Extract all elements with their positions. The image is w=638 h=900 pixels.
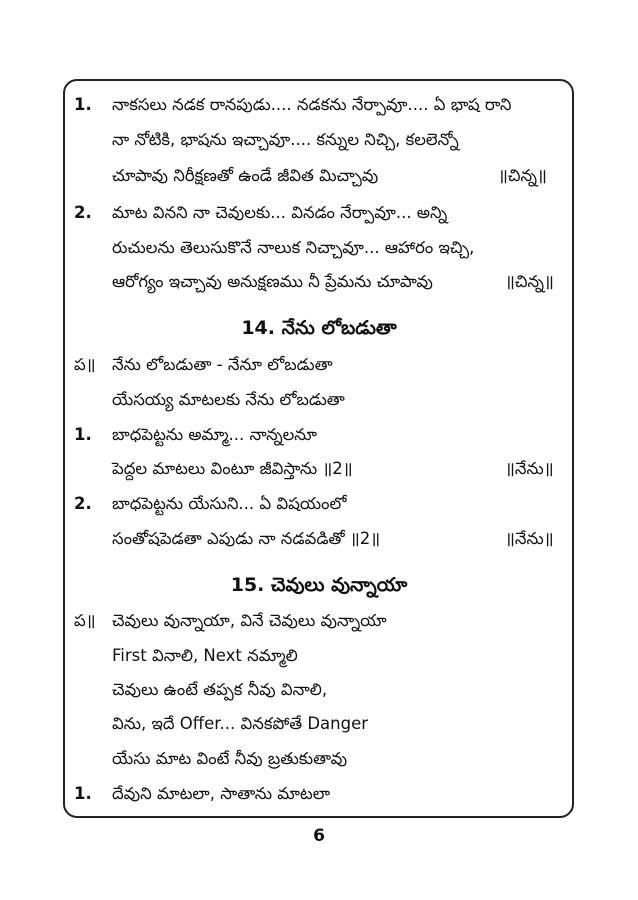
verse-number: 2.: [74, 203, 92, 222]
verse-line: రుచులను తెలుసుకొనే నాలుక నిచ్చావూ... ఆహారం ఇచ్చి,: [112, 238, 475, 257]
verse-line: సంతోషపెడతా ఎపుడు నా నడవడితో ॥2॥: [112, 529, 381, 548]
verse-line: నాకసలు నడక రానపుడు.... నడకను నేర్పావూ.... ఏ భాష రాని: [112, 95, 512, 114]
pallavi-line: విను, ఇదే Offer... వినకపోతే Danger: [112, 714, 369, 733]
pallavi-line: First వినాలి, Next నమ్మాలి: [112, 646, 298, 665]
pallavi-line: చెవులు ఉంటే తప్పక నీవు వినాలి,: [112, 680, 328, 699]
verse-line: దేవుని మాటలా, సాతాను మాటలా: [112, 784, 331, 803]
page-border: [63, 79, 574, 818]
page-number: 6: [313, 826, 325, 846]
pallavi-line: యేసు మాట వింటే నీవు బ్రతుకుతావు: [112, 749, 348, 768]
pallavi-line: యేసయ్య మాటలకు నేను లోబడుతా: [112, 390, 345, 409]
verse-line: బాధపెట్టను అమ్మా... నాన్నలనూ: [112, 425, 317, 444]
refrain-marker: ॥నేను॥: [505, 529, 554, 548]
pallavi-line: చెవులు వున్నాయా, వినే చెవులు వున్నాయా: [112, 611, 387, 630]
refrain-marker: ॥నేను॥: [505, 459, 554, 478]
song-title: 14. నేను లోబడుతా: [241, 317, 397, 339]
pallavi-line: నేను లోబడుతా - నేనూ లోబడుతా: [112, 355, 333, 374]
pallavi-marker: ప॥: [74, 355, 96, 374]
refrain-marker: ॥చిన్న॥: [498, 166, 547, 185]
song-title: 15. చెవులు వున్నాయా: [230, 574, 408, 596]
verse-line: పెద్దల మాటలు వింటూ జీవిస్తాను ॥2॥: [112, 459, 353, 478]
verse-number: 1.: [74, 95, 92, 114]
verse-line: నా నోటికి, భాషను ఇచ్చావూ.... కన్నుల నిచ్చి, కలలెన్నో: [112, 130, 459, 149]
refrain-marker: ॥చిన్న॥: [505, 272, 554, 291]
verse-number: 1.: [74, 784, 92, 803]
pallavi-marker: ప॥: [74, 611, 96, 630]
verse-number: 2.: [74, 494, 92, 513]
verse-line: ఆరోగ్యం ఇచ్చావు అనుక్షణము నీ ప్రేమను చూపావు: [112, 272, 433, 291]
verse-line: చూపావు నిరీక్షణతో ఉండే జీవిత మిచ్చావు: [112, 166, 379, 185]
verse-line: మాట వినని నా చెవులకు... వినడం నేర్పావూ... అన్ని: [112, 203, 448, 222]
verse-number: 1.: [74, 425, 92, 444]
verse-line: బాధపెట్టను యేసుని... ఏ విషయంలో: [112, 494, 347, 513]
